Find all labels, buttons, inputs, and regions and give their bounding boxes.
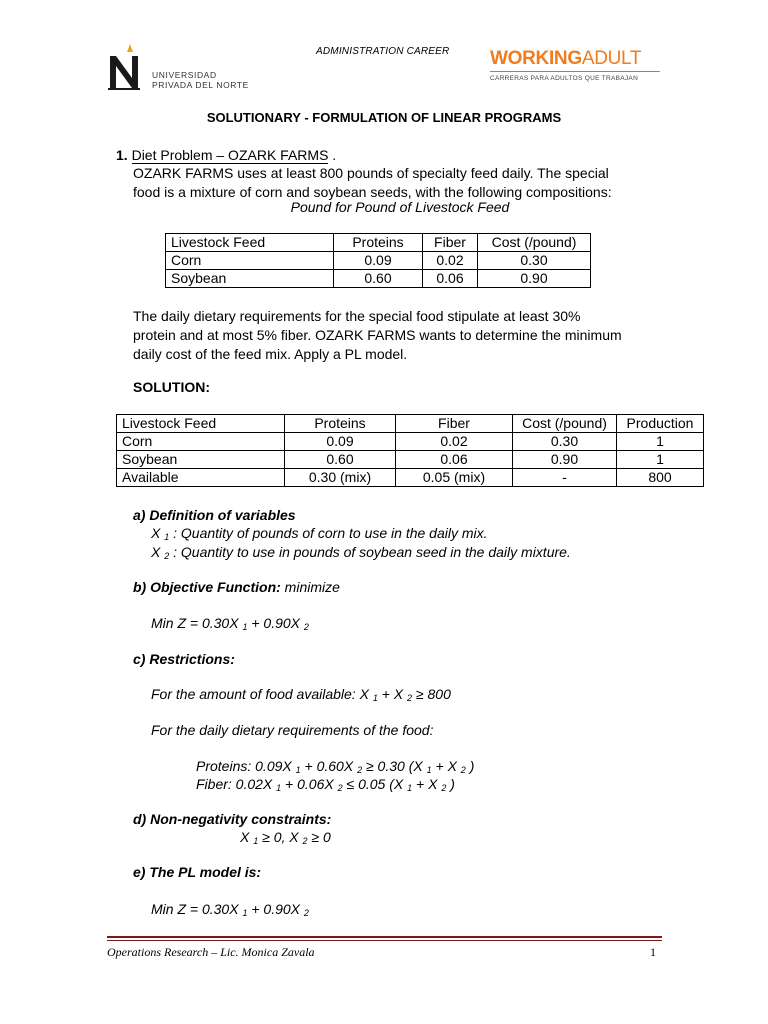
table-cell: Available [117,469,285,487]
model-objective: Min Z = 0.30X $_1$ + 0.90X $_2$ [151,901,309,918]
table-header: Cost (/pound) [478,234,591,252]
solution-label: SOLUTION: [133,379,210,395]
career-label: ADMINISTRATION CAREER [316,46,450,57]
table-cell: 0.09 [285,433,396,451]
table-cell: 0.60 [334,270,423,288]
food-available-label: For the amount of food available: [151,686,360,702]
table-cell: 1 [617,433,704,451]
section-b-tail: minimize [280,579,340,595]
page-number: 1 [650,945,656,959]
university-logo [108,44,144,90]
workingadult-logo [490,48,641,70]
problem-heading: 1. Diet Problem – OZARK FARMS . [116,147,337,163]
table-cell: Soybean [117,451,285,469]
table-cell: 1 [617,451,704,469]
brand-light: ADULT [581,48,642,69]
table-cell: Soybean [166,270,334,288]
dietary-label: For the daily dietary requirements of the food: [151,722,434,738]
table-row [117,451,704,469]
table-cell: 0.90 [513,451,617,469]
x1-desc: : Quantity of pounds of corn to use in the daily mix. [169,525,488,541]
university-line2: PRIVADA DEL NORTE [152,80,249,90]
table-cell: 0.06 [423,270,478,288]
table-header: Fiber [423,234,478,252]
problem-name: Diet Problem – OZARK FARMS [131,147,329,163]
table-cell: 0.30 [513,433,617,451]
x2-desc: : Quantity to use in pounds of soybean seed in the daily mixture. [169,544,571,560]
table-caption: Pound for Pound of Livestock Feed [290,199,510,215]
table-header: Proteins [334,234,423,252]
fiber-constraint: Fiber: 0.02X $_1$ + 0.06X $_2$ ≤ 0.05 (X $_1$ + X $_2$ ) [196,776,455,793]
section-c-heading: c) Restrictions: [133,651,235,667]
table-cell: 0.05 (mix) [396,469,513,487]
table-header-row [117,415,704,433]
problem-intro [133,164,612,202]
table-cell: 0.06 [396,451,513,469]
nonnegativity-constraint: X $_1$ ≥ 0, X $_2$ ≥ 0 [240,829,331,846]
table-row [166,252,591,270]
page-title: SOLUTIONARY - FORMULATION OF LINEAR PROGRAMS [206,110,562,125]
requirements-paragraph [133,307,622,364]
table-cell: 0.30 [478,252,591,270]
x2-definition: X $_2$ : Quantity to use in pounds of soybean seed in the daily mixture. [151,544,571,561]
footer-text: Operations Research – Lic. Monica Zavala [107,945,315,959]
intro-line-2: food is a mixture of corn and soybean seeds, with the following compositions: [133,184,612,200]
protein-constraint: Proteins: 0.09X $_1$ + 0.60X $_2$ ≥ 0.30 (X $_1$ + X $_2$ ) [196,758,475,775]
table-header-row [166,234,591,252]
table-header: Proteins [285,415,396,433]
university-line1: UNIVERSIDAD [152,70,217,80]
table-header: Fiber [396,415,513,433]
table-cell: - [513,469,617,487]
table-cell: 0.02 [396,433,513,451]
table-cell: 800 [617,469,704,487]
food-constraint: For the amount of food available: X $_1$ + X $_2$ ≥ 800 [151,686,451,703]
table-row [117,469,704,487]
table-cell: 0.60 [285,451,396,469]
intro-line-1: OZARK FARMS uses at least 800 pounds of specialty feed daily. The special [133,165,609,181]
table-cell: Corn [117,433,285,451]
university-name [152,70,249,90]
table-cell: 0.90 [478,270,591,288]
footer-rule-thin [107,940,662,941]
brand-subtitle: CARRERAS PARA ADULTOS QUE TRABAJAN [490,75,639,82]
table-header: Livestock Feed [117,415,285,433]
section-b-label: b) Objective Function: [133,579,281,595]
table-cell: Corn [166,252,334,270]
objective-function: Min Z = 0.30X $_1$ + 0.90X $_2$ [151,615,309,632]
table-header: Livestock Feed [166,234,334,252]
table-cell: 0.30 (mix) [285,469,396,487]
brand-divider [490,71,660,72]
brand-bold: WORKING [490,48,582,69]
table-header: Production [617,415,704,433]
table-row [166,270,591,288]
table-row [117,433,704,451]
table-header: Cost (/pound) [513,415,617,433]
section-a-heading: a) Definition of variables [133,507,296,523]
req-line-1: The daily dietary requirements for the special food stipulate at least 30% [133,308,581,324]
req-line-3: daily cost of the feed mix. Apply a PL model. [133,346,408,362]
footer-rule [107,936,662,938]
req-line-2: protein and at most 5% fiber. OZARK FARMS wants to determine the minimum [133,327,622,343]
composition-table [165,233,591,288]
problem-number: 1. [116,147,128,163]
table-cell: 0.09 [334,252,423,270]
table-cell: 0.02 [423,252,478,270]
x1-definition: X $_1$ : Quantity of pounds of corn to use in the daily mix. [151,525,488,542]
solution-table [116,414,704,487]
section-d-heading: d) Non-negativity constraints: [133,811,332,827]
section-e-heading: e) The PL model is: [133,864,262,880]
section-b-heading [133,579,340,595]
